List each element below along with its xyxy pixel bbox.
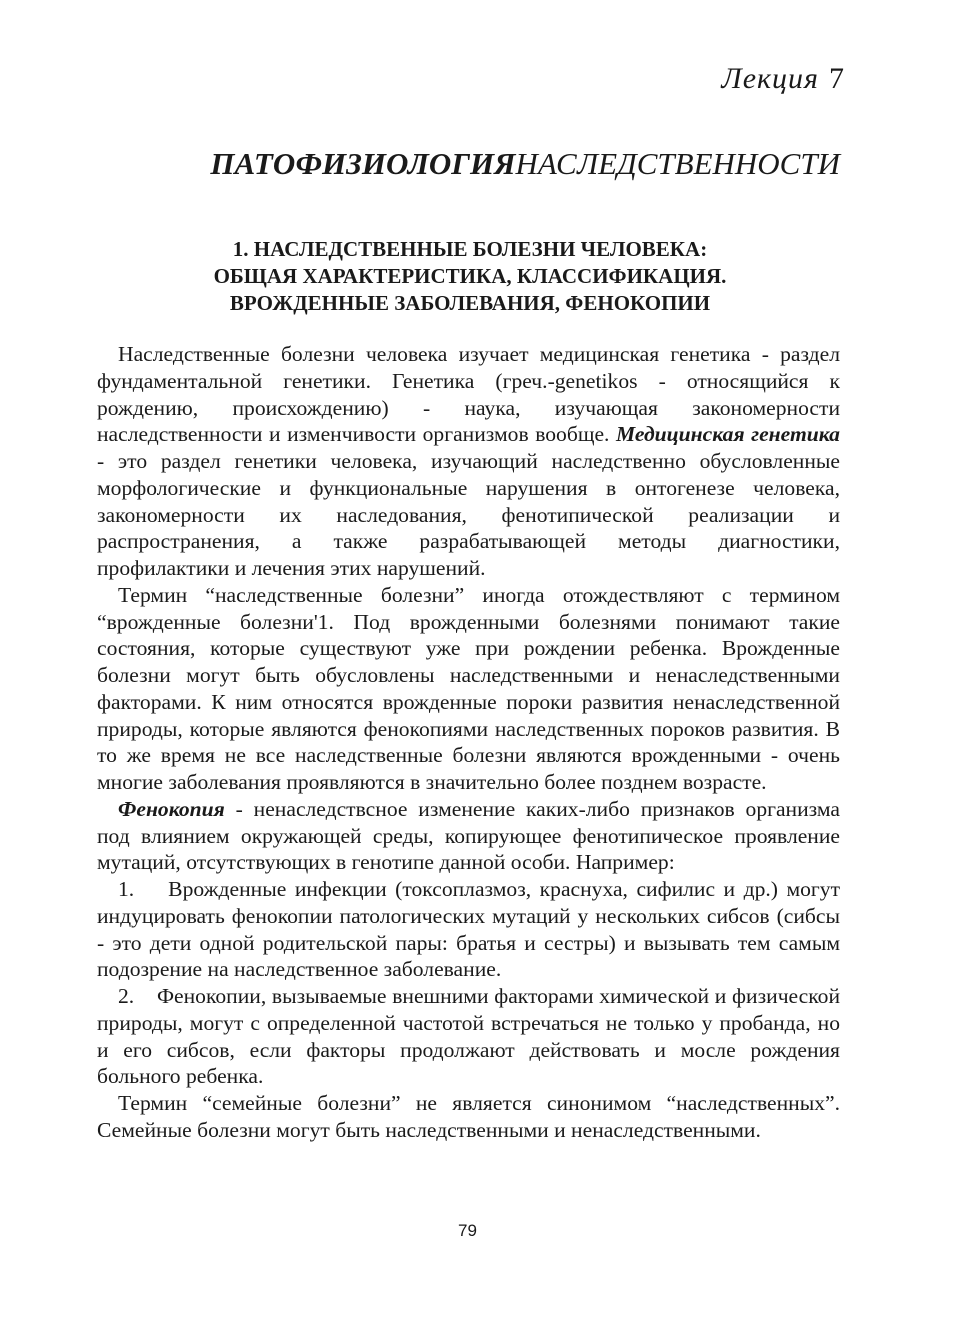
paragraph-1-intro: Наследственные болезни человека изучает медицинская генетика - раздел фундаментальной генетики. Генетика (греч.-genetikos - относящийся к рождению, происхождению) - наука, изучающая закономерности наследственности и изменчивости организмов вообще. <box>97 342 840 447</box>
paragraph-3 <box>97 796 840 876</box>
page-number: 79 <box>458 1221 477 1240</box>
body-text <box>97 341 840 1144</box>
page-title-rest: НАСЛЕДСТВЕННОСТИ <box>515 146 840 181</box>
paragraph-4: Термин “семейные болезни” не является синонимом “наследственных”. Семейные болезни могут быть наследственными и ненаследственными. <box>97 1091 840 1142</box>
paragraph-3-definition: - ненаследствсное изменение каких-либо признаков организма под влиянием окружающей среды, копирующее фенотипическое проявление мутаций, отсутствующих в генотипе данной особи. Например: <box>97 796 840 875</box>
section-heading-line-1: 1. НАСЛЕДСТВЕННЫЕ БОЛЕЗНИ ЧЕЛОВЕКА: <box>232 237 708 261</box>
section-heading-line-2: ОБЩАЯ ХАРАКТЕРИСТИКА, КЛАССИФИКАЦИЯ. <box>213 264 727 288</box>
page-title-bold: ПАТОФИЗИОЛОГИЯ <box>210 146 516 181</box>
lecture-number: 7 <box>829 62 845 95</box>
section-heading <box>100 236 840 317</box>
paragraph-1-definition: - это раздел генетики человека, изучающий наследственно обусловленные морфологические и функциональные нарушения в онтогенезе человека, закономерности их наследования, фенотипической реализации и распространения, а также разрабатывающей методы диагностики, профилактики и лечения этих нарушений. <box>97 449 840 580</box>
list-item-2-number: 2. <box>118 984 135 1008</box>
list-item-1 <box>97 876 840 983</box>
section-heading-line-3: ВРОЖДЕННЫЕ ЗАБОЛЕВАНИЯ, ФЕНОКОПИИ <box>229 291 711 315</box>
list-item-2 <box>97 983 840 1090</box>
paragraph-1 <box>97 341 840 582</box>
list-item-2-text: Фенокопии, вызываемые внешними факторами химической и физической природы, могут с определенной частотой встречаться не только у пробанда, но и его сибсов, если факторы продолжают действовать и мосле рождения больного ребенка. <box>97 984 841 1089</box>
term-phenocopy: Фенокопия <box>118 796 225 821</box>
lecture-label-text: Лекция <box>721 62 819 95</box>
page-title <box>210 146 840 182</box>
list-item-1-number: 1. <box>118 877 135 901</box>
term-medical-genetics: Медицинская генетика <box>616 422 840 447</box>
paragraph-2: Термин “наследственные болезни” иногда отождествляют с термином “врожденные болезни'1. Под врожденными болезнями понимают такие состояния, которые существуют уже при рождении ребенка. Врожденные болезни могут быть обусловлены наследственными и ненаследственными факторами. К ним относятся врожденные пороки развития ненаследственной природы, которые являются фенокопиями наследственных пороков развития. В то же время не все наследственные болезни являются врожденными - очень многие заболевания проявляются в значительно более позднем возрасте. <box>97 582 840 794</box>
list-item-1-text: Врожденные инфекции (токсоплазмоз, краснуха, сифилис и др.) могут индуцировать фенокопии патологических мутаций у нескольких сибсов (сибсы - это дети одной родительской пары: братья и сестры) и вызывать тем самым подозрение на наследственное заболевание. <box>97 877 841 982</box>
lecture-label <box>721 62 845 96</box>
